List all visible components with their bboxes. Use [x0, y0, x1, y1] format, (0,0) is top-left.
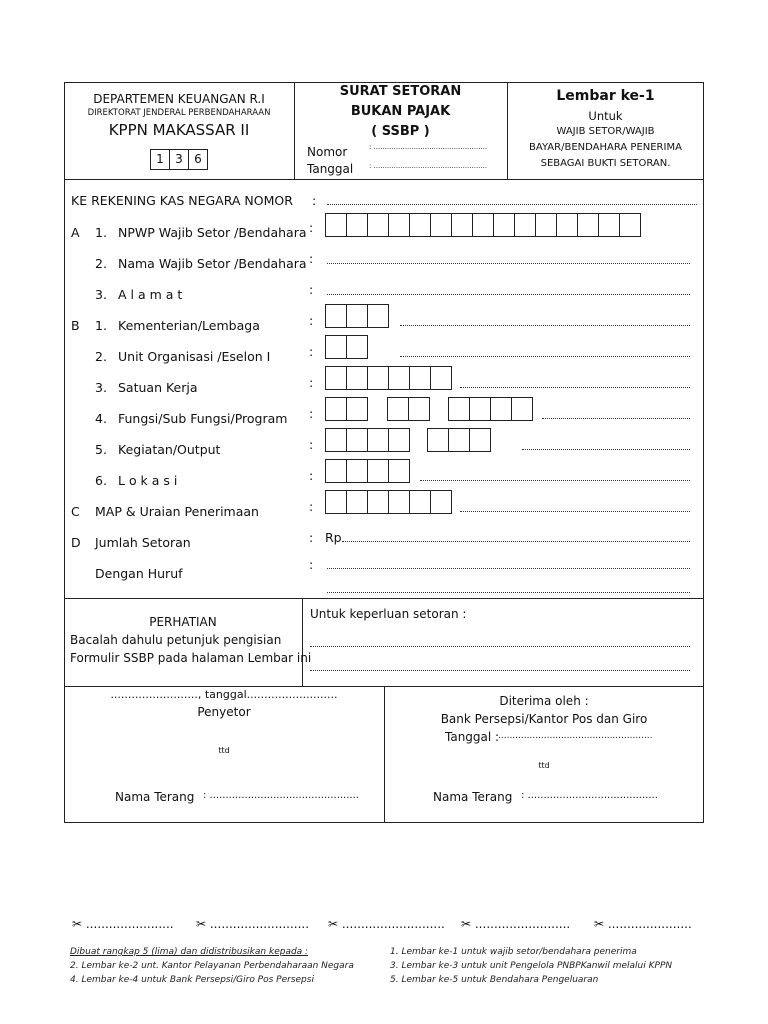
alamat-field[interactable]	[327, 294, 690, 295]
input-box-cell[interactable]	[427, 428, 449, 452]
diterima-tanggal-field[interactable]: ......................................................	[498, 731, 653, 741]
footer-item-2: 2. Lembar ke-2 unt. Kantor Pelayanan Perbendaharaan Negara	[70, 961, 354, 971]
input-box-cell[interactable]	[469, 428, 491, 452]
perhatian-col-divider	[302, 598, 303, 686]
input-box-cell[interactable]	[448, 397, 470, 421]
input-box-cell[interactable]	[388, 428, 410, 452]
keperluan-field-2[interactable]	[310, 670, 690, 671]
input-box-cell[interactable]	[367, 366, 389, 390]
section-b: B	[71, 318, 80, 333]
colon: :	[309, 406, 314, 421]
penyetor-ttd: ttd	[218, 746, 230, 755]
input-box-cell[interactable]	[598, 213, 620, 237]
kegiatan-field[interactable]	[522, 449, 690, 450]
cut-line-segment: ✂ ......................	[594, 917, 692, 931]
lembar-desc-1: WAJIB SETOR/WAJIB	[556, 126, 655, 137]
rp-label: Rp	[325, 530, 342, 545]
input-box-cell[interactable]	[346, 459, 368, 483]
header-divider	[64, 179, 704, 180]
kppn-code-digit: 1	[150, 149, 170, 170]
input-box-cell[interactable]	[325, 490, 347, 514]
colon: :	[309, 251, 314, 266]
row-num: 3.	[95, 287, 107, 302]
colon: :	[309, 437, 314, 452]
keperluan-label: Untuk keperluan setoran :	[310, 607, 467, 621]
input-box-cell[interactable]	[387, 397, 409, 421]
footer-item-5: 5. Lembar ke-5 untuk Bendahara Pengeluaran	[390, 975, 599, 985]
program-boxes[interactable]	[448, 397, 533, 421]
input-box-cell[interactable]	[367, 459, 389, 483]
nama-wajib-setor-label: Nama Wajib Setor /Bendahara	[118, 256, 307, 271]
input-box-cell[interactable]	[472, 213, 494, 237]
input-box-cell[interactable]	[346, 213, 368, 237]
input-box-cell[interactable]	[325, 304, 347, 328]
input-box-cell[interactable]	[430, 490, 452, 514]
section-d: D	[71, 535, 81, 550]
kegiatan-boxes[interactable]	[325, 428, 410, 452]
row-num: 6.	[95, 473, 107, 488]
lembar-title: Lembar ke-1	[556, 88, 655, 104]
fungsi-field[interactable]	[542, 418, 690, 419]
input-box-cell[interactable]	[367, 304, 389, 328]
keperluan-field-1[interactable]	[310, 646, 690, 647]
kppn-code-digit: 6	[188, 149, 208, 170]
input-box-cell[interactable]	[346, 397, 368, 421]
jumlah-setoran-field[interactable]	[342, 541, 690, 542]
colon: :	[312, 193, 317, 208]
lokasi-boxes[interactable]	[325, 459, 410, 483]
dengan-huruf-label: Dengan Huruf	[95, 566, 183, 581]
input-box-cell[interactable]	[577, 213, 599, 237]
diterima-bank: Bank Persepsi/Kantor Pos dan Giro	[440, 712, 648, 726]
penyetor-date-line[interactable]: ........................., tanggal..........................	[110, 688, 338, 701]
unit-organisasi-field[interactable]	[400, 356, 690, 357]
satuan-kerja-field[interactable]	[460, 387, 690, 388]
row-num: 2.	[95, 256, 107, 271]
input-box-cell[interactable]	[367, 490, 389, 514]
input-box-cell[interactable]	[388, 459, 410, 483]
jumlah-setoran-label: Jumlah Setoran	[95, 535, 191, 550]
footer-item-1: 1. Lembar ke-1 untuk wajib setor/bendahara penerima	[390, 947, 637, 957]
input-box-cell[interactable]	[493, 213, 515, 237]
diterima-nama-field[interactable]: : .........................................	[521, 790, 658, 801]
fungsi-label: Fungsi/Sub Fungsi/Program	[118, 411, 288, 426]
dept-name: DEPARTEMEN KEUANGAN R.I	[93, 92, 265, 106]
input-box-cell[interactable]	[535, 213, 557, 237]
kppn-code	[150, 149, 208, 170]
form-title-1: SURAT SETORAN	[339, 84, 462, 99]
colon: :	[309, 220, 314, 235]
nama-wajib-setor-field[interactable]	[327, 263, 690, 264]
directorate-name: DIREKTORAT JENDERAL PERBENDAHARAAN	[87, 108, 271, 118]
map-field[interactable]	[460, 511, 690, 512]
tanggal-label: Tanggal	[307, 162, 354, 176]
satuan-kerja-boxes[interactable]	[325, 366, 452, 390]
kppn-name: KPPN MAKASSAR II	[108, 121, 250, 139]
penyetor-nama-label: Nama Terang	[115, 790, 195, 804]
unit-organisasi-label: Unit Organisasi /Eselon I	[118, 349, 271, 364]
diterima-tanggal-label: Tanggal :	[445, 730, 500, 744]
colon: :	[309, 344, 314, 359]
row-num: 5.	[95, 442, 107, 457]
row-num: 1.	[95, 318, 107, 333]
colon: :	[309, 557, 314, 572]
nomor-field[interactable]: : ...................................................	[369, 143, 488, 151]
input-box-cell[interactable]	[325, 335, 347, 359]
tanggal-field[interactable]: : ...................................................	[369, 162, 488, 170]
map-label: MAP & Uraian Penerimaan	[95, 504, 259, 519]
input-box-cell[interactable]	[325, 213, 347, 237]
kementerian-label: Kementerian/Lembaga	[118, 318, 260, 333]
footer-intro: Dibuat rangkap 5 (lima) dan didistribusikan kepada :	[70, 947, 309, 957]
unit-organisasi-boxes[interactable]	[325, 335, 368, 359]
row-num: 2.	[95, 349, 107, 364]
input-box-cell[interactable]	[346, 366, 368, 390]
fungsi-boxes[interactable]	[325, 397, 368, 421]
kementerian-boxes[interactable]	[325, 304, 389, 328]
satuan-kerja-label: Satuan Kerja	[118, 380, 198, 395]
input-box-cell[interactable]	[556, 213, 578, 237]
input-box-cell[interactable]	[346, 428, 368, 452]
input-box-cell[interactable]	[430, 366, 452, 390]
lembar-desc-2: BAYAR/BENDAHARA PENERIMA	[529, 142, 682, 153]
nomor-label: Nomor	[307, 145, 348, 159]
penyetor-nama-field[interactable]: : ...............................................	[203, 790, 359, 801]
colon: :	[309, 313, 314, 328]
kppn-code-digit: 3	[169, 149, 189, 170]
cut-line-segment: ✂ ...........................	[328, 917, 445, 931]
input-box-cell[interactable]	[511, 397, 533, 421]
input-box-cell[interactable]	[408, 397, 430, 421]
input-box-cell[interactable]	[619, 213, 641, 237]
footer-item-4: 4. Lembar ke-4 untuk Bank Persepsi/Giro Pos Persepsi	[70, 975, 314, 985]
input-box-cell[interactable]	[388, 213, 410, 237]
input-box-cell[interactable]	[388, 490, 410, 514]
perhatian-title: PERHATIAN	[149, 615, 217, 629]
row-num: 1.	[95, 225, 107, 240]
input-box-cell[interactable]	[490, 397, 512, 421]
rekening-field[interactable]	[327, 204, 697, 205]
input-box-cell[interactable]	[409, 490, 431, 514]
row-num: 4.	[95, 411, 107, 426]
cut-line-segment: ✂ .........................	[461, 917, 571, 931]
diterima-title: Diterima oleh :	[499, 694, 589, 708]
colon: :	[309, 530, 314, 545]
penyetor-role: Penyetor	[197, 705, 251, 719]
input-box-cell[interactable]	[325, 428, 347, 452]
input-box-cell[interactable]	[514, 213, 536, 237]
dengan-huruf-field-2[interactable]	[327, 592, 690, 593]
input-box-cell[interactable]	[346, 335, 368, 359]
lembar-untuk: Untuk	[588, 109, 623, 123]
kegiatan-label: Kegiatan/Output	[118, 442, 221, 457]
diterima-nama-label: Nama Terang	[433, 790, 513, 804]
input-box-cell[interactable]	[325, 397, 347, 421]
input-box-cell[interactable]	[325, 366, 347, 390]
lokasi-label: L o k a s i	[118, 473, 178, 488]
input-box-cell[interactable]	[367, 213, 389, 237]
kementerian-field[interactable]	[400, 325, 690, 326]
perhatian-divider	[64, 598, 704, 599]
input-box-cell[interactable]	[409, 213, 431, 237]
input-box-cell[interactable]	[448, 428, 470, 452]
footer-item-3: 3. Lembar ke-3 untuk unit Pengelola PNBPKanwil melalui KPPN	[390, 961, 673, 971]
subfungsi-boxes[interactable]	[387, 397, 430, 421]
diterima-ttd: ttd	[538, 761, 550, 770]
output-boxes[interactable]	[427, 428, 491, 452]
lokasi-field[interactable]	[420, 480, 690, 481]
perhatian-line-1: Bacalah dahulu petunjuk pengisian	[70, 633, 282, 647]
npwp-boxes[interactable]	[325, 213, 641, 237]
lembar-desc-3: SEBAGAI BUKTI SETORAN.	[540, 158, 671, 169]
colon: :	[309, 375, 314, 390]
form-title-3: ( SSBP )	[371, 124, 430, 139]
input-box-cell[interactable]	[430, 213, 452, 237]
cut-line-segment: ✂ ..........................	[196, 917, 310, 931]
input-box-cell[interactable]	[469, 397, 491, 421]
dengan-huruf-field-1[interactable]	[327, 568, 690, 569]
rekening-label: KE REKENING KAS NEGARA NOMOR	[71, 193, 293, 208]
section-c: C	[71, 504, 80, 519]
perhatian-line-2: Formulir SSBP pada halaman Lembar ini	[70, 651, 312, 665]
input-box-cell[interactable]	[409, 366, 431, 390]
input-box-cell[interactable]	[346, 304, 368, 328]
cut-line-segment: ✂ .......................	[72, 917, 174, 931]
input-box-cell[interactable]	[325, 459, 347, 483]
input-box-cell[interactable]	[451, 213, 473, 237]
alamat-label: A l a m a t	[118, 287, 183, 302]
section-a: A	[71, 225, 80, 240]
input-box-cell[interactable]	[388, 366, 410, 390]
npwp-label: NPWP Wajib Setor /Bendahara	[118, 225, 307, 240]
map-boxes[interactable]	[325, 490, 452, 514]
input-box-cell[interactable]	[367, 428, 389, 452]
row-num: 3.	[95, 380, 107, 395]
colon: :	[309, 468, 314, 483]
input-box-cell[interactable]	[346, 490, 368, 514]
colon: :	[309, 499, 314, 514]
form-title-2: BUKAN PAJAK	[350, 104, 451, 119]
colon: :	[309, 282, 314, 297]
